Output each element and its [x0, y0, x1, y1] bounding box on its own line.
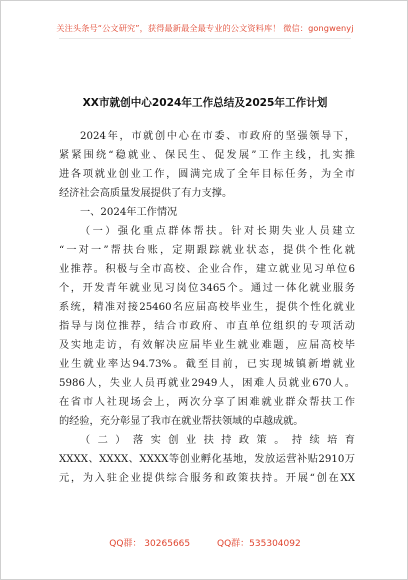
paragraph-line: 进各项就业创业工作，圆满完成了全年目标任务，为全市: [59, 169, 355, 180]
qq-group-2: QQ群：535304092: [217, 539, 301, 549]
paragraph-line: 系统，精准对接25460名应届高校毕业生，提供个性化就业: [59, 302, 355, 313]
paragraph-line: 业生就业率达94.73%。截至目前，已实现城镇新增就业: [59, 359, 355, 370]
paragraph-line: 的经验，充分彰显了我市在就业帮扶领域的卓越成就。: [59, 416, 304, 427]
paragraph-line: 紧紧围绕“稳就业、保民生、促发展”工作主线，扎实推: [59, 150, 355, 161]
document-body: [59, 127, 355, 488]
paragraph-line: 5986人，失业人员再就业2949人，困难人员就业670人。: [59, 378, 355, 389]
paragraph-line: （一）强化重点群体帮扶。针对长期失业人员建立: [80, 226, 355, 237]
banner-divider: [59, 38, 351, 39]
qq-group-1: QQ群： 30265665: [109, 539, 191, 549]
paragraph-line: （二）落实创业扶持政策。持续培育: [80, 435, 355, 446]
paragraph-line: 指导与岗位推荐，结合市政府、市直单位组织的专项活动: [59, 321, 355, 332]
promo-banner: 关注头条号“公文研究”，获得最新最全最专业的公文资料库！ 微信：gongwenyj: [56, 23, 354, 33]
paragraph-line: 业推荐。积极与全市高校、企业合作，建立就业见习单位6: [59, 264, 355, 275]
paragraph-line: 元，为入驻企业提供综合服务和政策扶持。开展“创在XX: [59, 473, 355, 484]
footer-contact: [1, 536, 408, 549]
paragraph-line: 个，开发青年就业见习岗位3465个。通过一体化就业服务: [59, 283, 355, 294]
paragraph-line: “一对一”帮扶台账，定期跟踪就业状态，提供个性化就: [59, 245, 355, 256]
paragraph-line: 2024年，市就创中心在市委、市政府的坚强领导下，: [80, 131, 355, 142]
paragraph-line: 经济社会高质量发展提供了有力支撑。: [59, 188, 233, 199]
paragraph-line: 及实地走访，有效解决应届毕业生就业难题，应届高校毕: [59, 340, 355, 351]
document-title: XX市就创中心2024年工作总结及2025年工作计划: [82, 97, 328, 109]
section-heading: 一、2024年工作情况: [80, 207, 178, 218]
paragraph-line: XXXX、XXXX、XXXX等创业孵化基地，发放运营补贴2910万: [59, 454, 355, 465]
paragraph-line: 在省市人社现场会上，两次分享了困难就业群众帮扶工作: [59, 397, 355, 408]
